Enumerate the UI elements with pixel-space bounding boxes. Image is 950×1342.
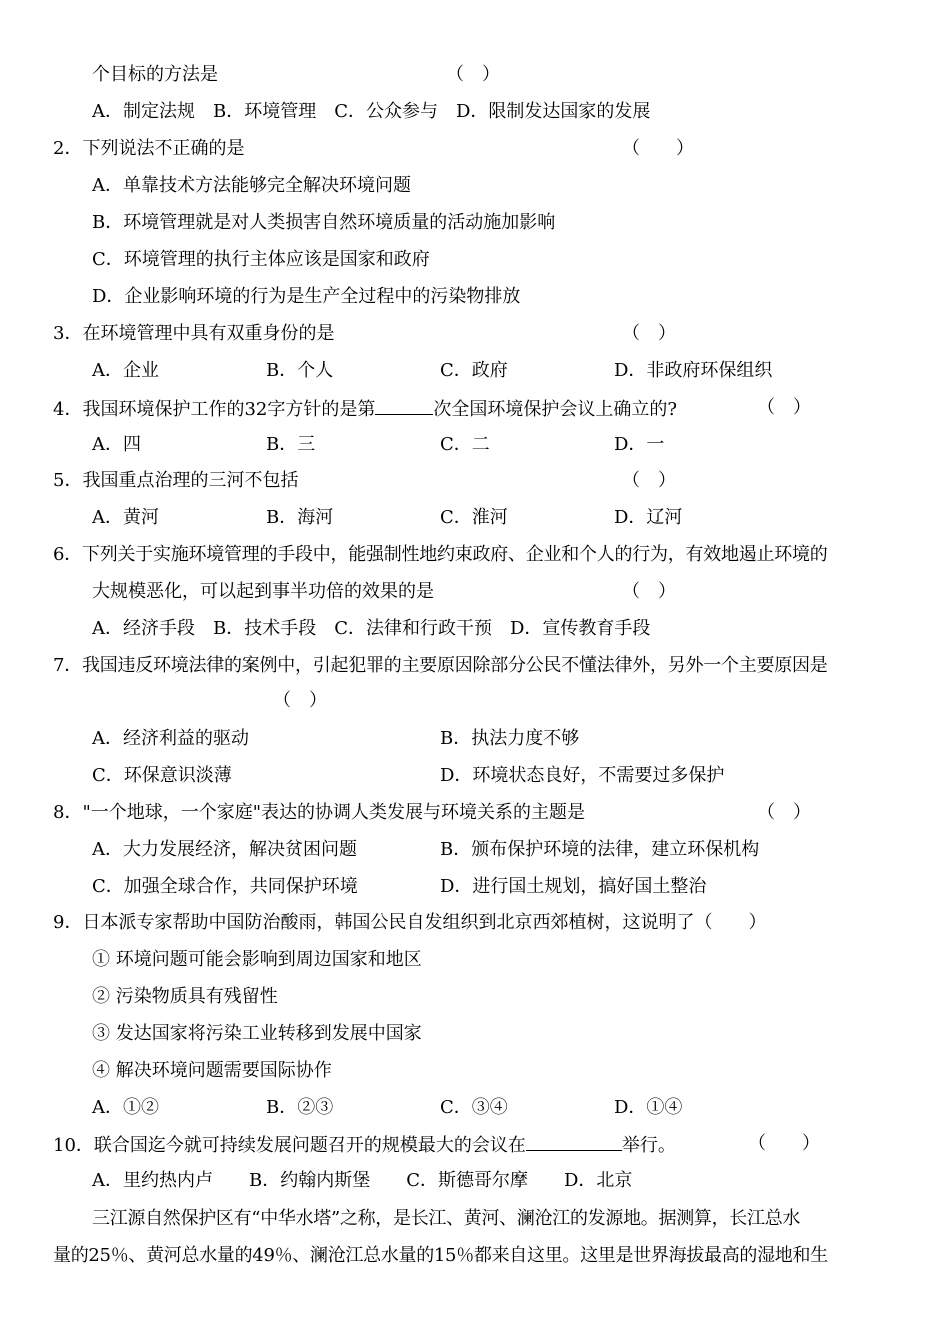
q8-option-b: B．颁布保护环境的法律，建立环保机构 (440, 839, 760, 860)
q9-statement-1: ① 环境问题可能会影响到周边国家和地区 (92, 949, 422, 970)
q1-stem-continuation: 个目标的方法是 (92, 64, 218, 85)
q4-option-d: D．一 (614, 434, 665, 455)
q5-stem: 5．我国重点治理的三河不包括 (53, 470, 299, 491)
q10-stem (53, 1132, 676, 1158)
q4-stem-after: 次全国环境保护会议上确立的? (433, 399, 678, 420)
passage-line-2: 量的25％、黄河总水量的49％、澜沧江总水量的15％都来自这里。这里是世界海拔最高的湿地和生 (53, 1245, 828, 1266)
q6-stem-continuation: 大规模恶化，可以起到事半功倍的效果的是 (92, 581, 434, 602)
q4-answer-paren: （ ） (757, 397, 811, 418)
q9-stem: 9．日本派专家帮助中国防治酸雨，韩国公民自发组织到北京西郊植树，这说明了（ ） (53, 912, 767, 933)
q5-option-d: D．辽河 (614, 507, 683, 528)
q2-option-a: A．单靠技术方法能够完全解决环境问题 (92, 175, 411, 196)
q8-answer-paren: （ ） (757, 802, 811, 823)
q7-answer-paren: （ ） (273, 690, 327, 711)
q4-option-c: C．二 (440, 434, 490, 455)
passage-line-1: 三江源自然保护区有“中华水塔”之称，是长江、黄河、澜沧江的发源地。据测算，长江总水 (92, 1208, 801, 1229)
q6-options: A．经济手段 B．技术手段 C．法律和行政干预 D．宣传教育手段 (92, 618, 651, 639)
q5-option-a: A．黄河 (92, 507, 159, 528)
q9-option-c: C．③④ (440, 1097, 508, 1118)
q3-answer-paren: （ ） (622, 323, 676, 344)
q7-option-c: C．环保意识淡薄 (92, 765, 232, 786)
q10-fill-blank (526, 1132, 622, 1151)
q5-option-c: C．淮河 (440, 507, 508, 528)
q9-option-d: D．①④ (614, 1097, 683, 1118)
q3-option-b: B．个人 (266, 360, 334, 381)
q5-answer-paren: （ ） (622, 470, 676, 491)
q8-option-d: D．进行国土规划，搞好国土整治 (440, 876, 707, 897)
q8-option-a: A．大力发展经济，解决贫困问题 (92, 839, 357, 860)
q9-option-a: A．①② (92, 1097, 159, 1118)
q3-option-c: C．政府 (440, 360, 508, 381)
q8-option-c: C．加强全球合作，共同保护环境 (92, 876, 358, 897)
q2-stem: 2．下列说法不正确的是 (53, 138, 245, 159)
q9-statement-2: ② 污染物质具有残留性 (92, 986, 278, 1007)
q4-option-a: A．四 (92, 434, 141, 455)
q8-stem: 8．"一个地球，一个家庭"表达的协调人类发展与环境关系的主题是 (53, 802, 586, 823)
q7-option-a: A．经济利益的驱动 (92, 728, 249, 749)
q4-stem-before: 4．我国环境保护工作的32字方针的是第 (53, 399, 376, 420)
q7-option-b: B．执法力度不够 (440, 728, 580, 749)
q9-statement-3: ③ 发达国家将污染工业转移到发展中国家 (92, 1023, 422, 1044)
q1-options: A．制定法规 B．环境管理 C．公众参与 D．限制发达国家的发展 (92, 101, 651, 122)
q4-option-b: B．三 (266, 434, 316, 455)
q2-answer-paren: （ ） (622, 138, 694, 159)
q9-statement-4: ④ 解决环境问题需要国际协作 (92, 1060, 332, 1081)
q3-option-d: D．非政府环保组织 (614, 360, 773, 381)
q7-option-d: D．环境状态良好，不需要过多保护 (440, 765, 725, 786)
q7-stem: 7．我国违反环境法律的案例中，引起犯罪的主要原因除部分公民不懂法律外，另外一个主要原因是 (53, 655, 828, 676)
q2-option-d: D．企业影响环境的行为是生产全过程中的污染物排放 (92, 286, 521, 307)
q4-fill-blank (375, 396, 433, 415)
q2-option-b: B．环境管理就是对人类损害自然环境质量的活动施加影响 (92, 212, 556, 233)
q2-option-c: C．环境管理的执行主体应该是国家和政府 (92, 249, 430, 270)
q6-answer-paren: （ ） (622, 581, 676, 602)
q1-answer-paren: （ ） (446, 64, 500, 85)
q10-options: A．里约热内卢 B．约翰内斯堡 C．斯德哥尔摩 D．北京 (92, 1170, 633, 1191)
q3-stem: 3．在环境管理中具有双重身份的是 (53, 323, 335, 344)
q9-option-b: B．②③ (266, 1097, 334, 1118)
q6-stem: 6．下列关于实施环境管理的手段中，能强制性地约束政府、企业和个人的行为，有效地遏止环境的 (53, 544, 828, 565)
q4-stem (53, 396, 677, 422)
q10-stem-before: 10．联合国迄今就可持续发展问题召开的规模最大的会议在 (53, 1135, 526, 1156)
q3-option-a: A．企业 (92, 360, 159, 381)
q5-option-b: B．海河 (266, 507, 334, 528)
q10-answer-paren: （ ） (748, 1133, 820, 1154)
q10-stem-after: 举行。 (621, 1135, 676, 1156)
